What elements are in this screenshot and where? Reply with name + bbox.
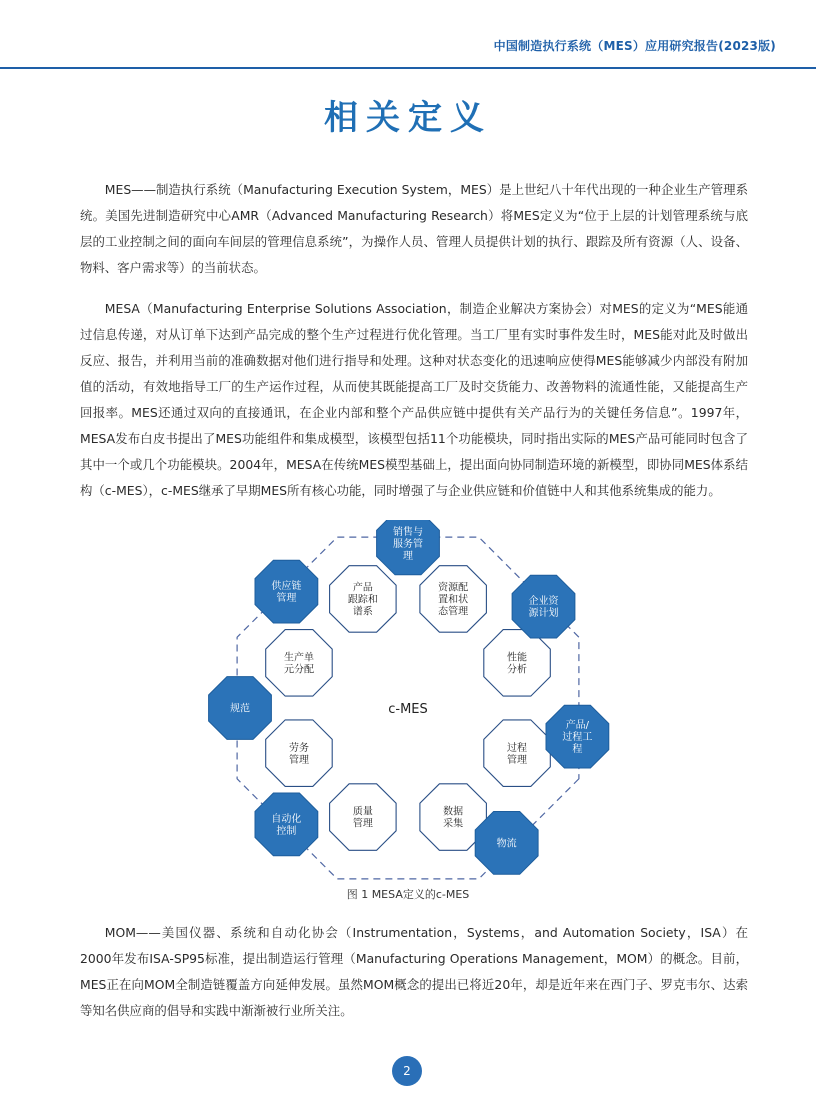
c-mes-diagram [150, 520, 670, 890]
outer-system-node [475, 812, 538, 875]
node-label-line: 规范 [230, 703, 250, 715]
node-label-line: 管理 [507, 754, 528, 766]
node-label-line: 过程 [507, 742, 528, 754]
outer-system-node [255, 560, 318, 623]
node-label-line: 自动化 [271, 814, 302, 825]
node-label-line: 态管理 [438, 606, 469, 618]
node-label-line: 源计划 [528, 608, 559, 620]
inner-module-node [266, 720, 333, 787]
node-label-line: 性能 [507, 652, 528, 664]
page-number: 2 [392, 1056, 422, 1086]
outer-system-node [546, 705, 609, 768]
node-label-line: 控制 [276, 826, 297, 837]
node-label-line: 跟踪和 [347, 594, 378, 606]
node-label-line: 理 [403, 551, 413, 562]
node-label-line: 程 [572, 744, 583, 756]
outer-system-node [512, 575, 575, 638]
node-label-line: 管理 [288, 754, 309, 766]
figure-caption: 图 1 MESA定义的c-MES [346, 888, 470, 901]
node-label-line: 采集 [443, 818, 464, 830]
page-title: 相关定义 [324, 98, 492, 138]
node-label-line: 过程工 [562, 732, 593, 744]
outer-system-node [255, 793, 318, 856]
node-label-line: 元分配 [283, 664, 314, 676]
node-label-line: 物流 [496, 838, 517, 850]
inner-module-node [484, 720, 551, 787]
node-label-line: 管理 [352, 818, 373, 830]
outer-system-node [377, 520, 440, 575]
node-label-line: 生产单 [283, 652, 314, 664]
node-label-line: 服务管 [393, 539, 423, 550]
node-label-line: 管理 [276, 593, 297, 605]
node-label-line: 供应链 [271, 581, 302, 593]
paragraph-mom-definition: MOM——美国仪器、系统和自动化协会（Instrumentation，Systems，and Automation Society，ISA）在2000年发布ISA-SP95标准，提出制造运行管理（Manufacturing Operations Management，MOM）的概念。目前，MES正在向MOM全制造链覆盖方向延伸发展。虽然MOM概念的提出已将近20年，却是近年来在西门子、罗克韦尔、达索等知名供应商的倡导和实践中渐渐被行业所关注。 [80, 925, 748, 1018]
node-label-line: 产品/ [565, 720, 590, 732]
center-label: c-MES [388, 702, 428, 717]
inner-module-node [420, 566, 487, 633]
report-header-title: 中国制造执行系统（MES）应用研究报告(2023版) [493, 39, 776, 53]
header-divider [0, 67, 816, 69]
node-label-line: 谱系 [352, 606, 373, 618]
inner-module-node [330, 784, 397, 851]
node-label-line: 数据 [443, 806, 464, 818]
node-label-line: 分析 [507, 664, 528, 676]
paragraph-mes-definition: MES——制造执行系统（Manufacturing Execution System，MES）是上世纪八十年代出现的一种企业生产管理系统。美国先进制造研究中心AMR（Advanced Manufacturing Research）将MES定义为“位于上层的计划管理系统与底层的工业控制之间的面向车间层的管理信息系统”，为操作人员、管理人员提供计划的执行、跟踪及所有资源（人、设备、物料、客户需求等）的当前状态。 [80, 182, 748, 275]
node-label-line: 资源配 [438, 582, 469, 594]
node-label-line: 企业资 [528, 596, 559, 608]
inner-module-node [484, 630, 551, 697]
node-label-line: 产品 [352, 582, 373, 594]
inner-module-node [330, 566, 397, 633]
c-mes-diagram-svg [150, 520, 670, 890]
node-label-line: 置和状 [438, 594, 469, 606]
outer-system-node [209, 677, 272, 740]
node-label-line: 销售与 [393, 527, 423, 538]
paragraph-mesa-definition: MESA（Manufacturing Enterprise Solutions Association，制造企业解决方案协会）对MES的定义为“MES能通过信息传递，对从订单下达到产品完成的整个生产过程进行优化管理。当工厂里有实时事件发生时，MES能对此及时做出反应、报告，并利用当前的准确数据对他们进行指导和处理。这种对状态变化的迅速响应使得MES能够减少内部没有附加值的活动，有效地指导工厂的生产运作过程，从而使其既能提高工厂及时交货能力、改善物料的流通性能，又能提高生产回报率。MES还通过双向的直接通讯，在企业内部和整个产品供应链中提供有关产品行为的关键任务信息”。1997年，MESA发布白皮书提出了MES功能组件和集成模型，该模型包括11个功能模块，同时指出实际的MES产品可能同时包含了其中一个或几个功能模块。2004年，MESA在传统MES模型基础上，提出面向协同制造环境的新模型，即协同MES体系结构（c-MES），c-MES继承了早期MES所有核心功能，同时增强了与企业供应链和价值链中人和其他系统集成的能力。 [80, 301, 748, 498]
node-label-line: 劳务 [288, 742, 309, 754]
node-label-line: 质量 [352, 806, 373, 818]
inner-module-node [266, 630, 333, 697]
